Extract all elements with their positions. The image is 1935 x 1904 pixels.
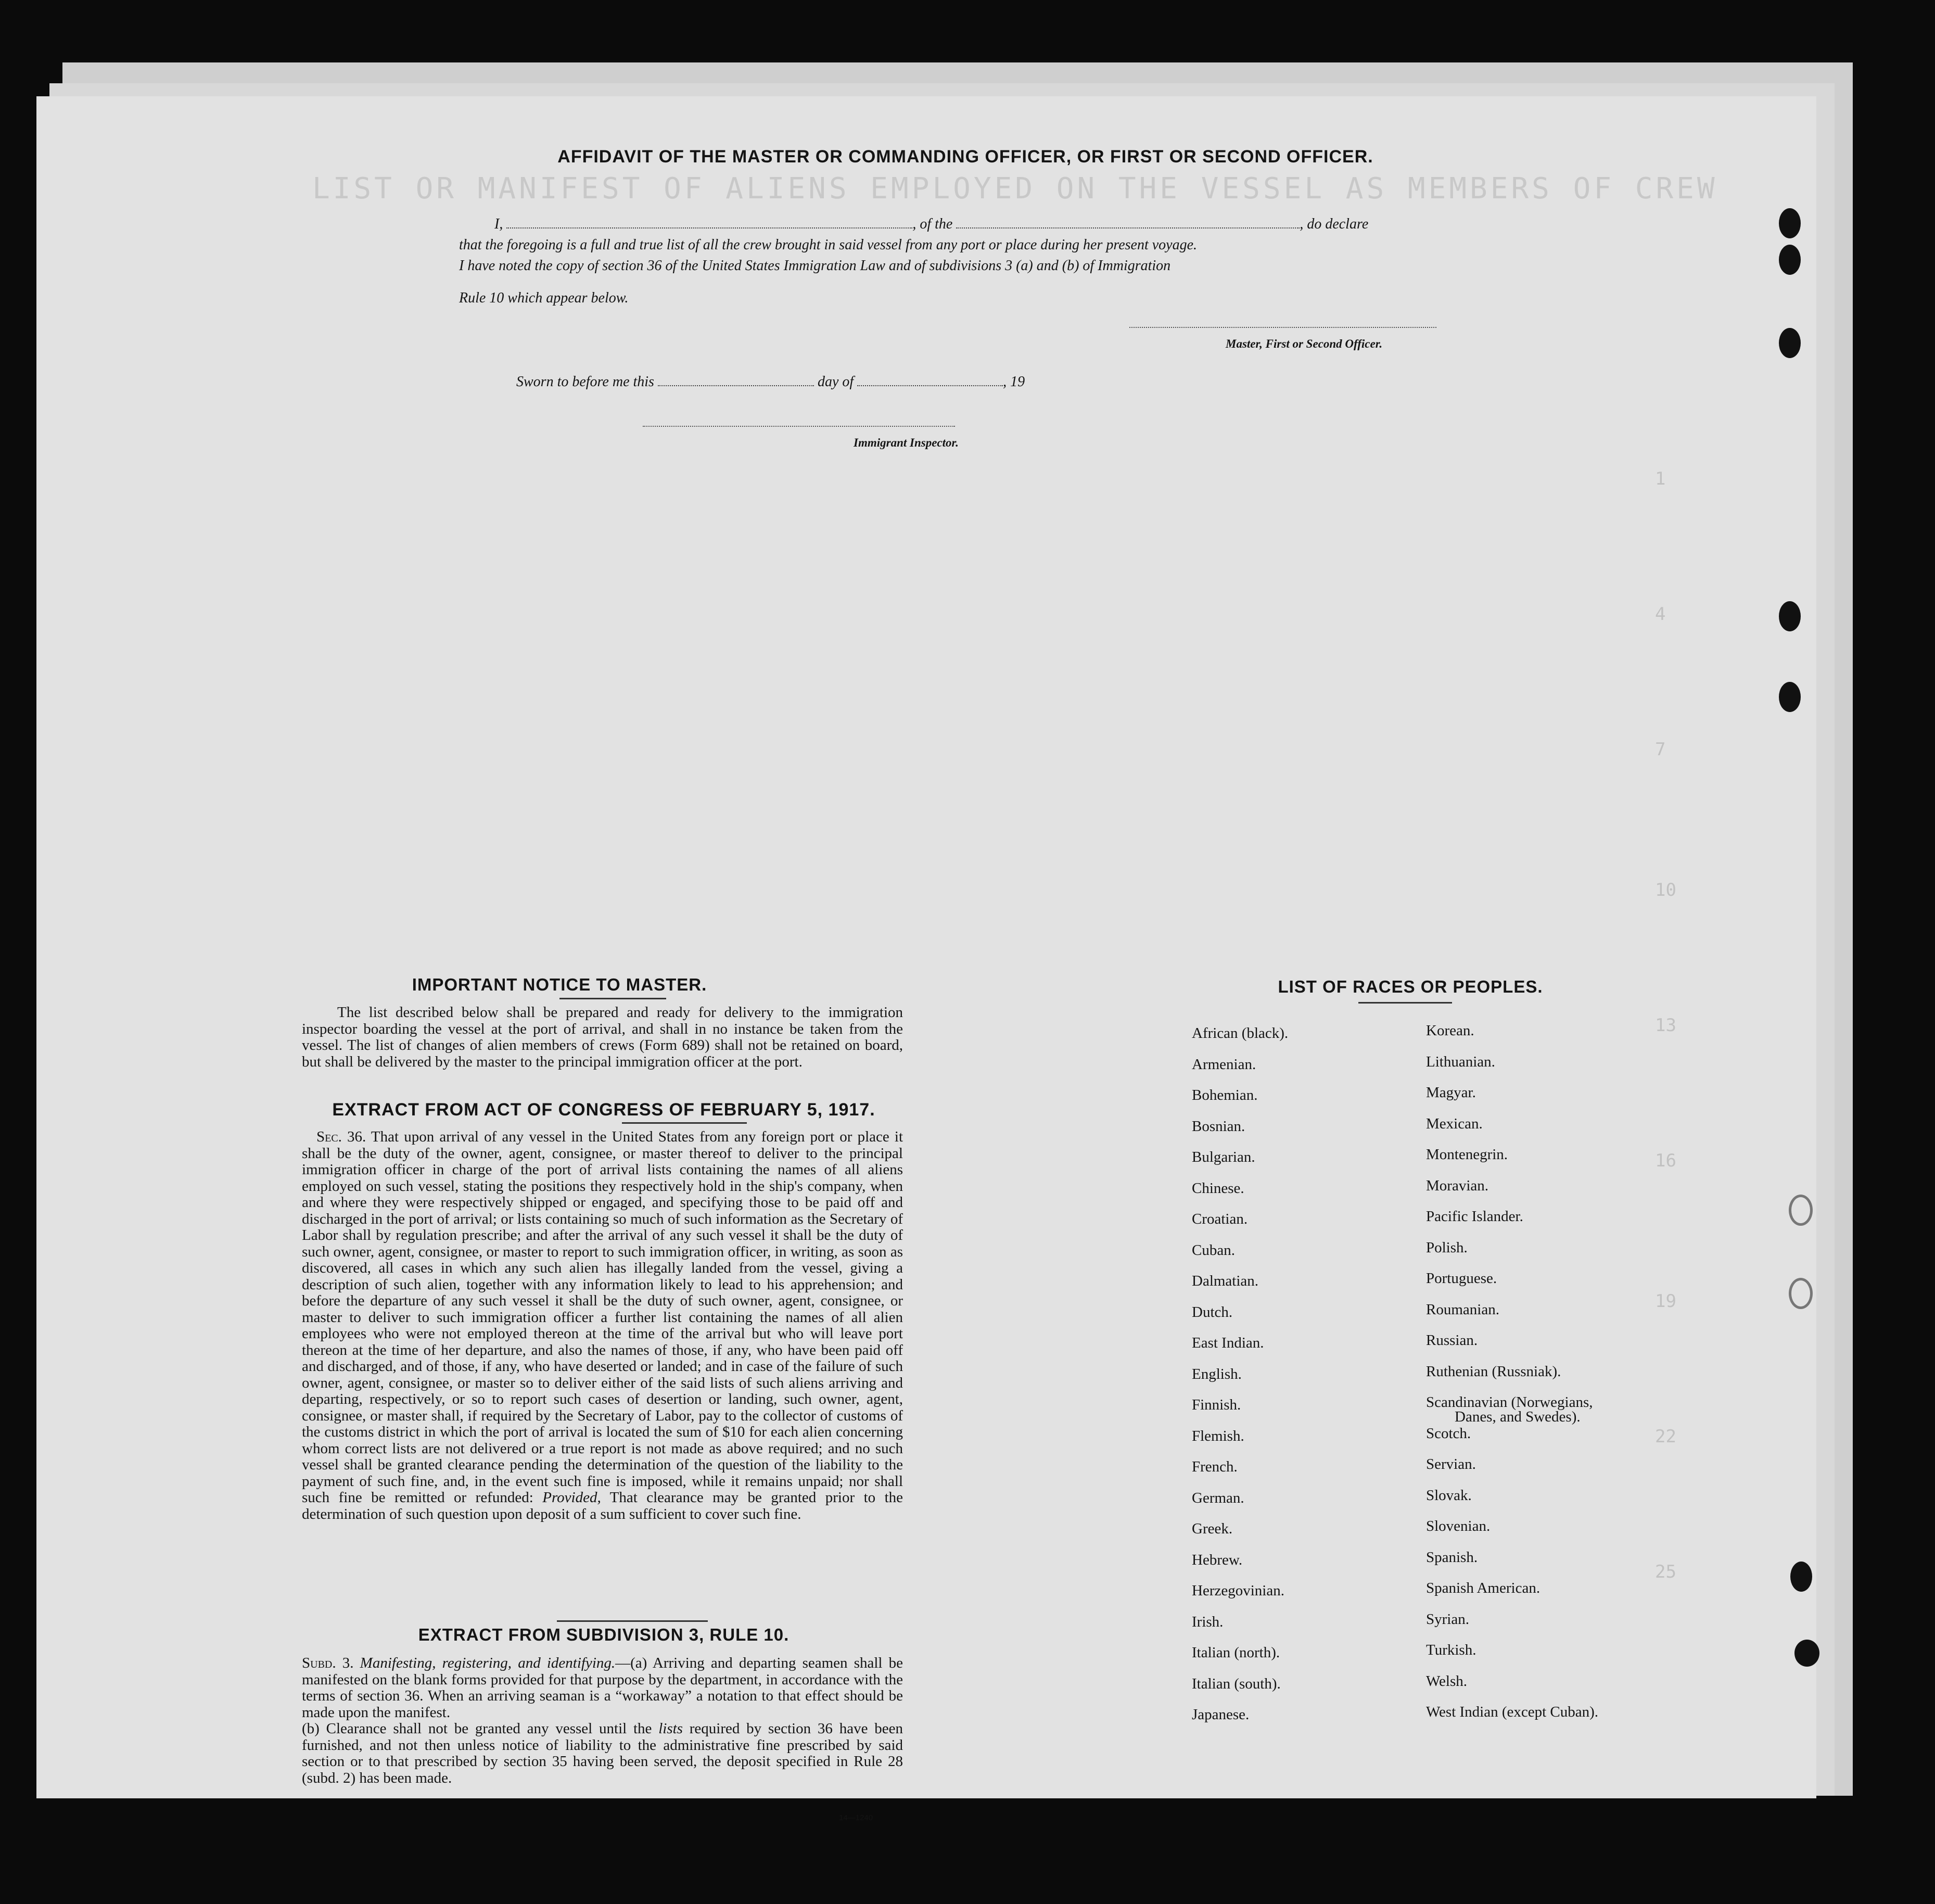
race-item: Croatian. [1192,1211,1248,1227]
affidavit-line-2: that the foregoing is a full and true list of all the crew brought in said vessel from any port or place during her present voyage. [459,237,1198,253]
race-item: French. [1192,1458,1238,1475]
race-item-continuation: Danes, and Swedes). [1455,1408,1581,1425]
race-item: Servian. [1426,1456,1476,1473]
sworn-month-blank[interactable] [857,385,1003,386]
races-right-column [1426,1023,1598,1735]
act-extract-underline [622,1122,747,1124]
race-item: Magyar. [1426,1084,1476,1101]
race-item: Scandinavian (Norwegians, Danes, and Swedes). [1426,1394,1593,1425]
race-item: Mexican. [1426,1115,1483,1132]
race-item: Dalmatian. [1192,1273,1259,1289]
subdivision-3-text: Subd. 3. Manifesting, registering, and identifying.—(a) Arriving and departing seamen shall be manifested on the blank forms provided for that purpose by the department, in accordance with the terms of section 36. When an arriving seaman is a “workaway” a notation to that effect should be made upon the manifest. (b) Clearance shall not be granted any vessel until the lists required by section 36 have been furnished, and not then unless notice of liability to the administrative fine prescribed by said section or to that prescribed by section 35 having been served, the deposit specified in Rule 28 (subd. 2) has been made. [302,1655,903,1786]
race-item: Hebrew. [1192,1551,1243,1568]
race-item: Herzegovinian. [1192,1582,1284,1599]
master-signature-label: Master, First or Second Officer. [1226,337,1383,350]
race-item: Welsh. [1426,1672,1468,1690]
race-item: Slovenian. [1426,1518,1491,1534]
race-item: Italian (south). [1192,1675,1281,1692]
race-item: Italian (north). [1192,1644,1280,1661]
affidavit-title: AFFIDAVIT OF THE MASTER OR COMMANDING OFFICER, OR FIRST OR SECOND OFFICER. [557,147,1373,167]
vessel-name-blank[interactable] [956,227,1300,229]
race-item: Armenian. [1192,1056,1256,1073]
rule-extract-overline [557,1620,708,1622]
race-item: Irish. [1192,1613,1224,1630]
race-item: Bosnian. [1192,1118,1245,1135]
race-item: Portuguese. [1426,1270,1497,1287]
race-item: East Indian. [1192,1335,1264,1351]
races-left-column [1192,1025,1288,1738]
race-item: Spanish. [1426,1548,1478,1566]
race-item: Lithuanian. [1426,1053,1495,1070]
race-item: West Indian (except Cuban). [1426,1704,1599,1720]
rule-extract-title: EXTRACT FROM SUBDIVISION 3, RULE 10. [418,1625,790,1644]
race-item: African (black). [1192,1025,1289,1042]
affidavit-declaration-line: I, , of the , do declare [494,216,1369,232]
notice-underline [559,998,666,999]
race-item: Russian. [1426,1332,1478,1349]
race-item: Polish. [1426,1239,1468,1256]
sworn-statement-line: Sworn to before me this day of , 19 [516,374,1025,390]
race-item: Dutch. [1192,1303,1233,1321]
sworn-day-blank[interactable] [658,385,814,386]
race-item: Korean. [1426,1022,1474,1039]
race-item: English. [1192,1365,1242,1382]
race-item: Flemish. [1192,1427,1244,1444]
race-item: German. [1192,1489,1244,1506]
notice-body: The list described below shall be prepared and ready for delivery to the immigration inspector boarding the vessel at the port of arrival, and shall in no instance be taken from the vessel. The list of changes of alien members of crews (Form 689) shall not be retained on board, but shall be delivered by the master to the principal immigration officer at the port. [302,1004,903,1070]
officer-name-blank[interactable] [506,227,912,229]
affidavit-line-3: I have noted the copy of section 36 of the United States Immigration Law and of subdivisions 3 (a) and (b) of Immigration [459,258,1171,274]
section-36-text: Sec. 36. That upon arrival of any vessel in the United States from any foreign port or place it shall be the duty of the owner, agent, consignee, or master thereof to deliver to the principal immigration officer in charge of the port of arrival lists containing the names of all aliens employed on such vessel, stating the positions they respectively hold in the ship's company, when and where they were respectively shipped or engaged, and specifying those to be paid off and discharged in the port of arrival; or lists containing so much of such information as the Secretary of Labor shall by regulation prescribe; and after the arrival of any such vessel it shall be the duty of such owner, agent, consignee, or master to report to such immigration officer, in writing, as soon as discovered, all cases in which any such alien has illegally landed from the vessel, giving a description of such alien, together with any information likely to lead to his apprehension; and before the departure of any such vessel it shall be the duty of such owner, agent, consignee, or master to deliver to such immigration officer a further list containing the names of all alien employees who were not employed thereon at the time of the arrival but who will leave port thereon at the time of her departure, and also the names of those, if any, who have been paid off and discharged, and of those, if any, who have deserted or landed; and in case of the failure of such owner, agent, consignee, or master so to deliver either of the said lists of such aliens arriving and departing, respectively, or so to report such cases of desertion or landing, such owner, agent, consignee, or master shall, if required by the Secretary of Labor, pay to the collector of customs of the customs district in which the port of arrival is located the sum of $10 for each alien concerning whom correct lists are not delivered or a true report is not made as above required; and no such vessel shall be granted clearance pending the determination of the question of the liability to the payment of such fine, and, in the event such fine is imposed, while it remains unpaid; nor shall such fine be remitted or refunded: Provided, That clearance may be granted prior to the determination of such question upon deposit of a sum sufficient to cover such fine. [302,1128,903,1522]
race-item: Bulgarian. [1192,1149,1255,1165]
form-number: 14—1240 [839,1813,873,1822]
section-36-label: Sec. 36. [316,1128,366,1145]
race-item: Spanish American. [1426,1580,1541,1596]
race-item: Roumanian. [1426,1301,1499,1318]
race-item: Syrian. [1426,1610,1469,1628]
act-extract-title: EXTRACT FROM ACT OF CONGRESS OF FEBRUARY 5, 1917. [332,1100,875,1120]
race-item: Ruthenian (Russniak). [1426,1363,1561,1380]
race-item: Chinese. [1192,1179,1244,1197]
race-item: Greek. [1192,1520,1233,1537]
races-underline [1358,1002,1452,1004]
race-item: Finnish. [1192,1397,1241,1413]
race-item: Japanese. [1192,1706,1250,1723]
race-item: Slovak. [1426,1487,1472,1504]
race-item: Cuban. [1192,1241,1235,1259]
master-signature-line[interactable] [1129,327,1436,328]
race-item: Pacific Islander. [1426,1208,1523,1225]
races-title: LIST OF RACES OR PEOPLES. [1278,977,1543,996]
race-item: Moravian. [1426,1177,1488,1194]
race-item: Bohemian. [1192,1087,1258,1103]
race-item: Turkish. [1426,1642,1476,1658]
race-item: Montenegrin. [1426,1146,1508,1163]
notice-title: IMPORTANT NOTICE TO MASTER. [412,975,707,994]
race-item: Scotch. [1426,1425,1471,1442]
affidavit-line-4: Rule 10 which appear below. [459,290,629,306]
inspector-signature-line[interactable] [643,426,955,427]
inspector-signature-label: Immigrant Inspector. [854,436,959,449]
